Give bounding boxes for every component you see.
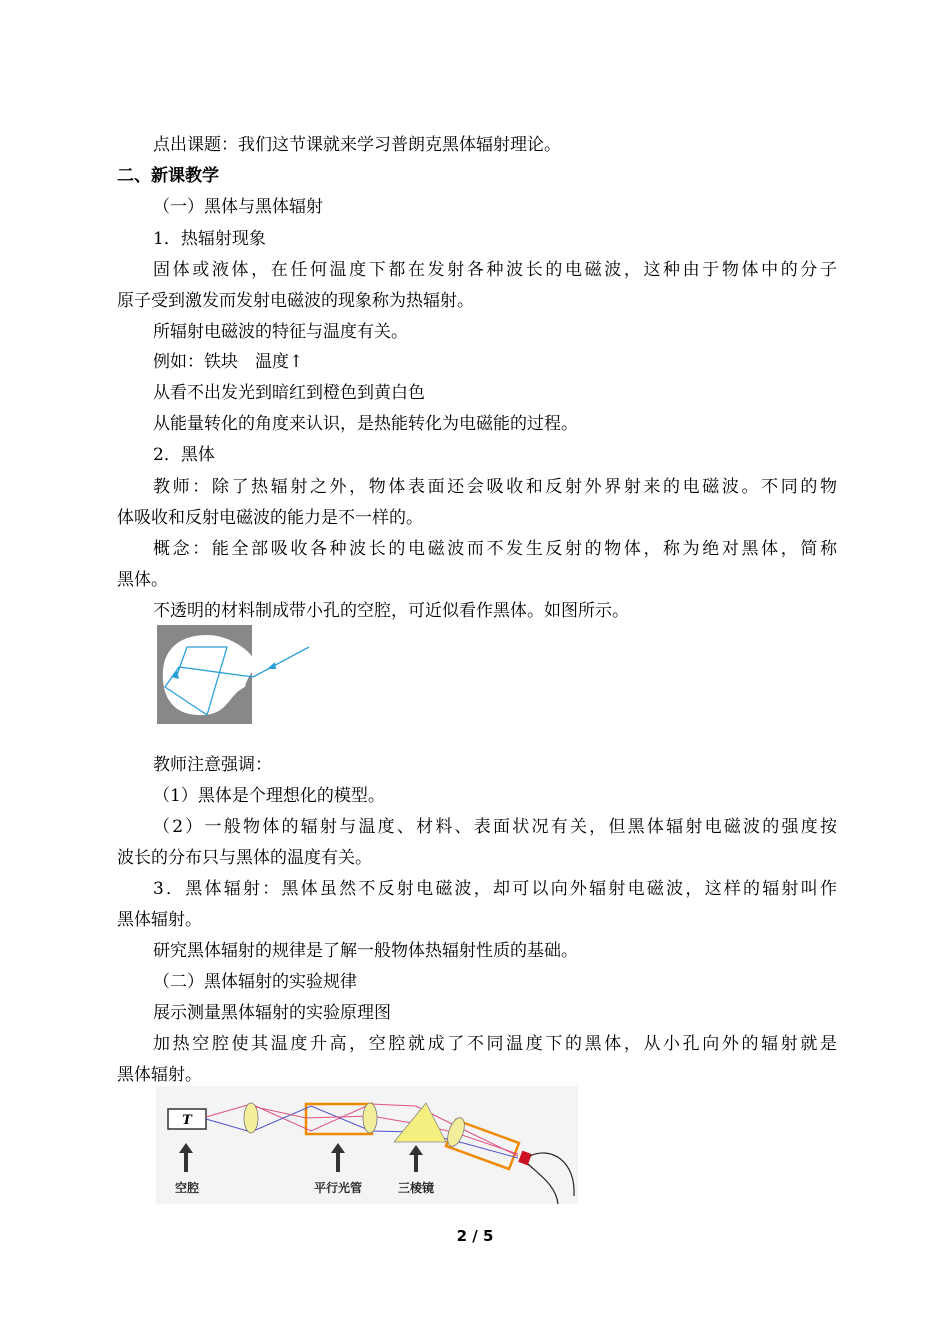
line: （1）黑体是个理想化的模型。 <box>153 786 385 806</box>
paragraph-line: 概念：能全部吸收各种波长的电磁波而不发生反射的物体，称为绝对黑体，简称 <box>153 539 837 559</box>
line: 教师注意强调： <box>153 755 272 775</box>
paragraph-line: 原子受到激发而发射电磁波的现象称为热辐射。 <box>117 291 474 311</box>
line: 研究黑体辐射的规律是了解一般物体热辐射性质的基础。 <box>153 941 578 961</box>
paragraph-line: 黑体辐射。 <box>117 910 202 930</box>
paragraph-line: 加热空腔使其温度升高，空腔就成了不同温度下的黑体，从小孔向外的辐射就是 <box>153 1034 837 1054</box>
blackbody-experiment-figure <box>156 1086 578 1204</box>
label-prism: 三棱镜 <box>397 1181 435 1195</box>
paragraph-line: 体吸收和反射电磁波的能力是不一样的。 <box>117 508 423 528</box>
figure-background <box>252 625 309 724</box>
line: 展示测量黑体辐射的实验原理图 <box>153 1003 391 1023</box>
cavity-box-label: T <box>182 1113 192 1128</box>
paragraph-line: 黑体。 <box>117 570 168 590</box>
paragraph-line: 固体或液体，在任何温度下都在发射各种波长的电磁波，这种由于物体中的分子 <box>153 260 837 280</box>
label-collimator: 平行光管 <box>313 1181 363 1195</box>
line: 不透明的材料制成带小孔的空腔，可近似看作黑体。如图所示。 <box>153 601 629 621</box>
subsection-heading: （一）黑体与黑体辐射 <box>153 197 323 217</box>
lens <box>244 1103 258 1133</box>
line: 例如：铁块 温度↑ <box>153 352 304 372</box>
item-heading: 1．热辐射现象 <box>153 229 266 249</box>
line: 从能量转化的角度来认识，是热能转化为电磁能的过程。 <box>153 414 578 434</box>
paragraph-line: 3．黑体辐射：黑体虽然不反射电磁波，却可以向外辐射电磁波，这样的辐射叫作 <box>153 879 837 899</box>
page-number: 2 / 5 <box>456 1227 494 1245</box>
paragraph-line: 教师：除了热辐射之外，物体表面还会吸收和反射外界射来的电磁波。不同的物 <box>153 477 837 497</box>
lens <box>363 1103 377 1133</box>
subsection-heading: （二）黑体辐射的实验规律 <box>153 972 357 992</box>
line: 点出课题：我们这节课就来学习普朗克黑体辐射理论。 <box>153 135 561 155</box>
paragraph-line: （2）一般物体的辐射与温度、材料、表面状况有关，但黑体辐射电磁波的强度按 <box>153 817 837 837</box>
paragraph-line: 波长的分布只与黑体的温度有关。 <box>117 848 372 868</box>
blackbody-cavity-figure <box>157 625 309 724</box>
line: 从看不出发光到暗红到橙色到黄白色 <box>153 383 425 403</box>
line: 所辐射电磁波的特征与温度有关。 <box>153 322 408 342</box>
section-heading: 二、新课教学 <box>117 166 219 186</box>
item-heading: 2．黑体 <box>153 445 215 465</box>
paragraph-line: 黑体辐射。 <box>117 1065 202 1085</box>
label-cavity: 空腔 <box>174 1181 200 1195</box>
